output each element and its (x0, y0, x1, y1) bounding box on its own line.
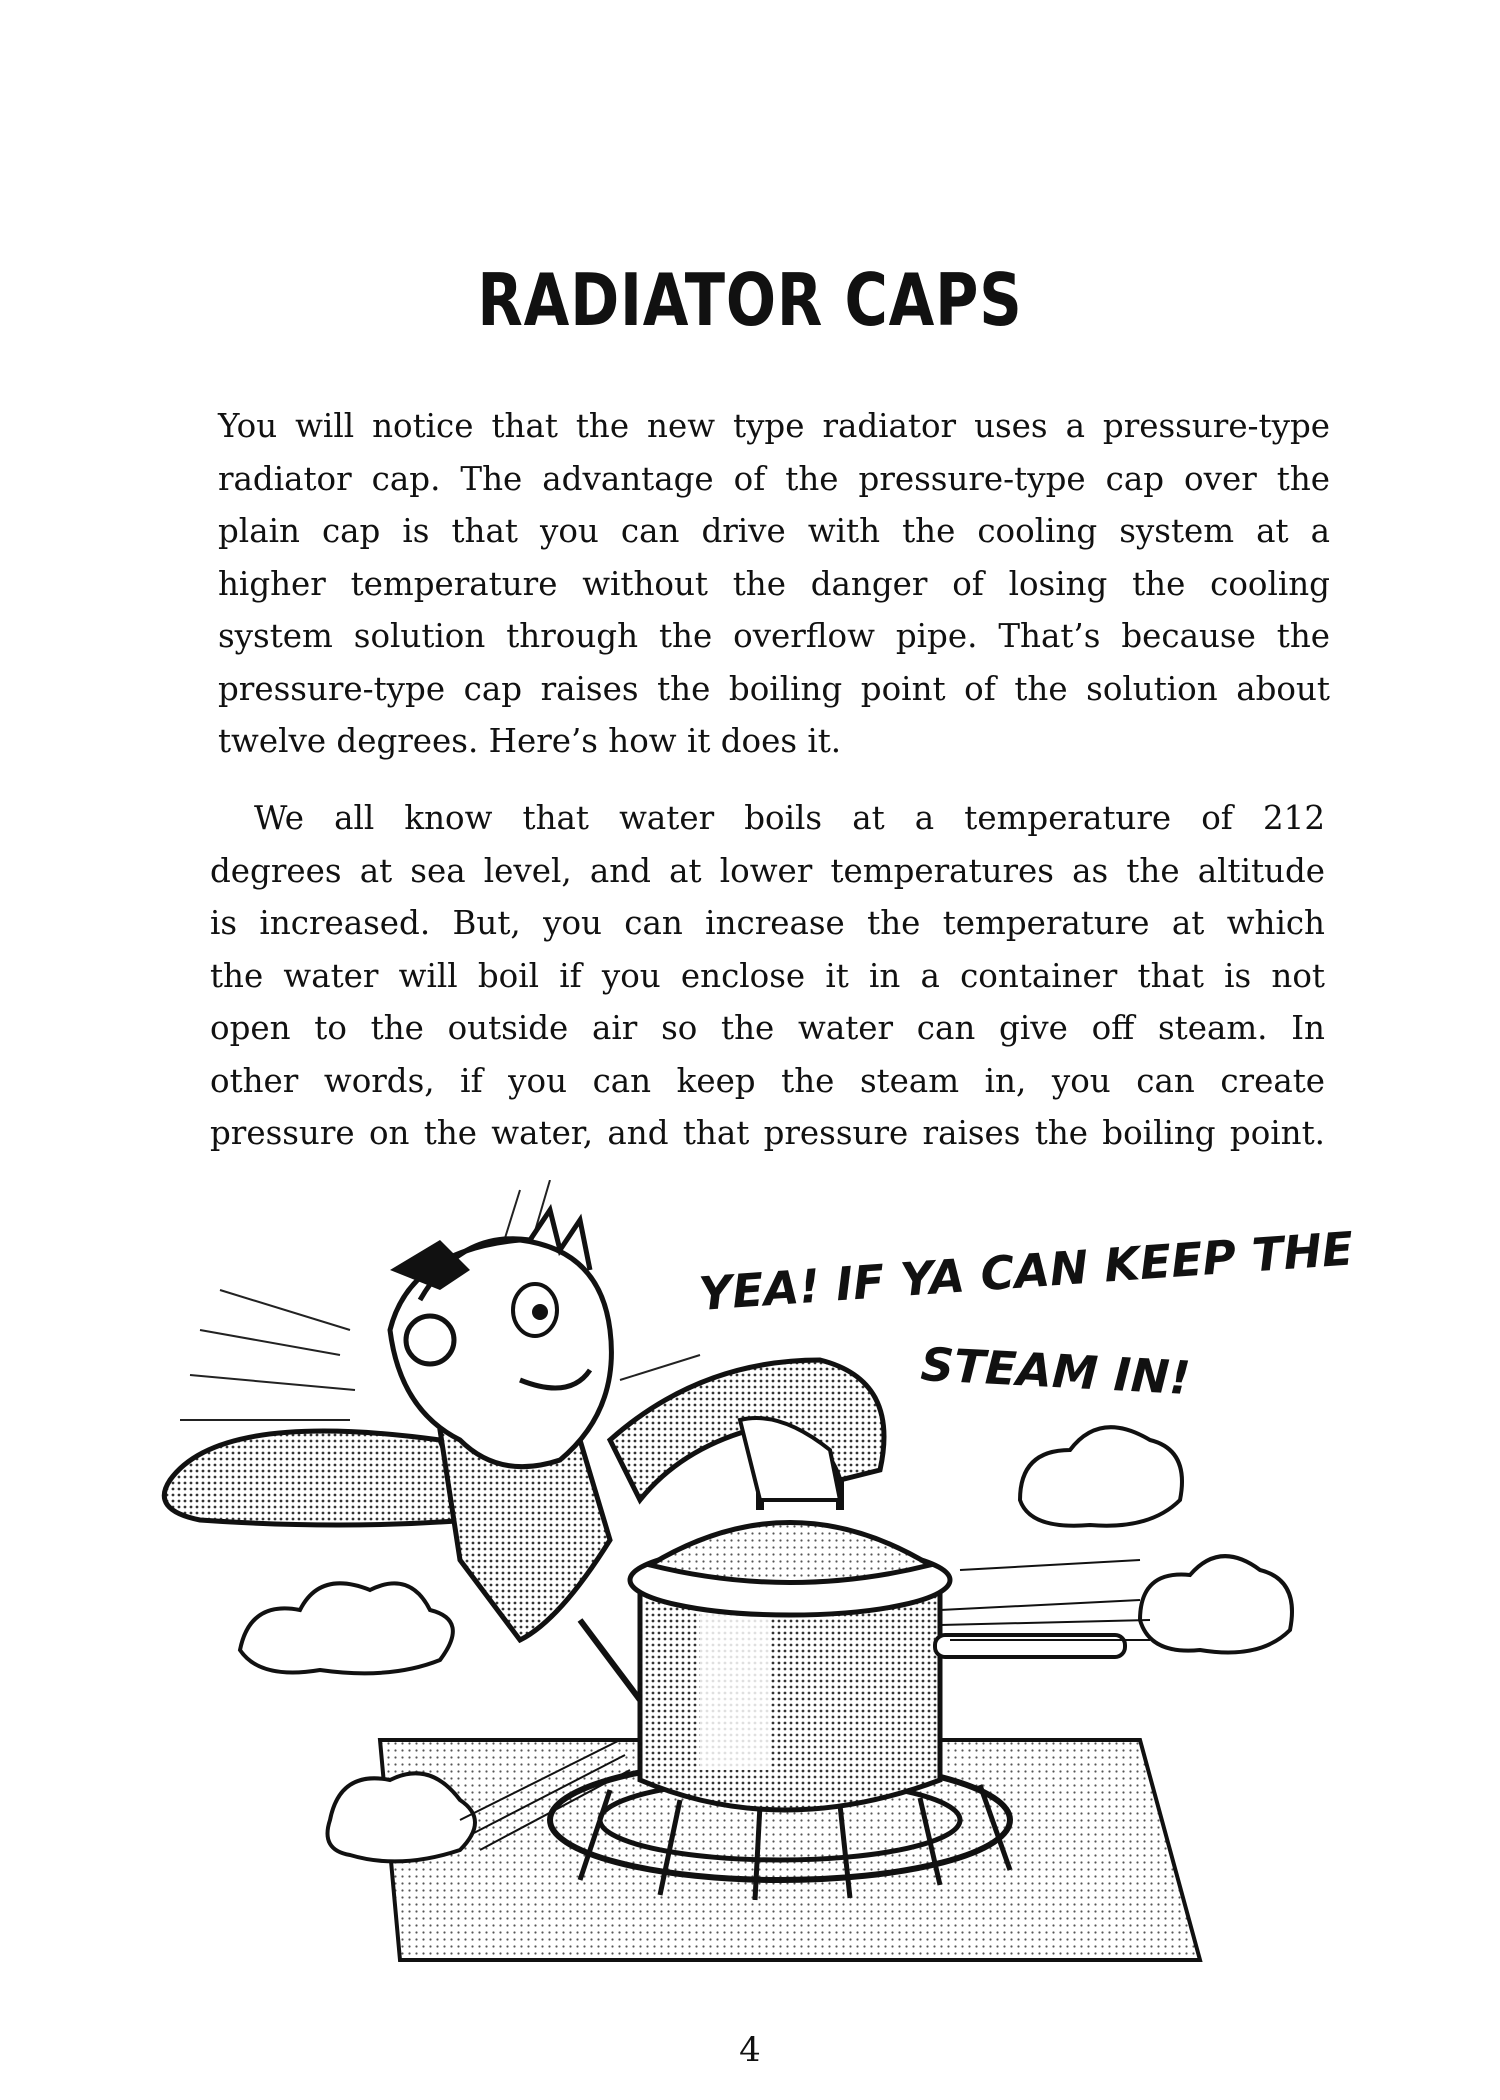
text-line: is increased. But, you can increase the temperature at which (210, 904, 1325, 942)
page-number: 4 (739, 2030, 761, 2070)
text-line: radiator cap. The advantage of the pressure-type cap over the (218, 459, 1330, 498)
paragraph-1 (218, 400, 1330, 768)
text-line: You will notice that the new type radiator uses a pressure-type (218, 407, 1330, 445)
paragraph-2 (210, 792, 1325, 1160)
speech-text-line-1: YEA! IF YA CAN KEEP THE (697, 1221, 1355, 1321)
text-line: open to the outside air so the water can give off steam. In (210, 1009, 1325, 1047)
text-line: pressure on the water, and that pressure raises the boiling point. (210, 1114, 1325, 1152)
text-line: the water will boil if you enclose it in a container that is not (210, 956, 1325, 995)
speech-text-line-2: STEAM IN! (919, 1337, 1192, 1406)
text-line: other words, if you can keep the steam in, you can create (210, 1061, 1325, 1100)
text-line: higher temperature without the danger of losing the cooling (218, 564, 1330, 603)
text-line: We all know that water boils at a temperature of 212 (254, 799, 1325, 837)
text-line: degrees at sea level, and at lower temperatures as the altitude (210, 851, 1325, 890)
text-line: plain cap is that you can drive with the cooling system at a (218, 512, 1330, 550)
page-title: RADIATOR CAPS (477, 258, 1023, 342)
text-line: system solution through the overflow pipe. That’s because the (218, 617, 1330, 655)
text-line: twelve degrees. Here’s how it does it. (218, 722, 842, 760)
text-line: pressure-type cap raises the boiling point of the solution about (218, 669, 1330, 708)
cartoon-illustration (140, 1180, 1360, 1980)
